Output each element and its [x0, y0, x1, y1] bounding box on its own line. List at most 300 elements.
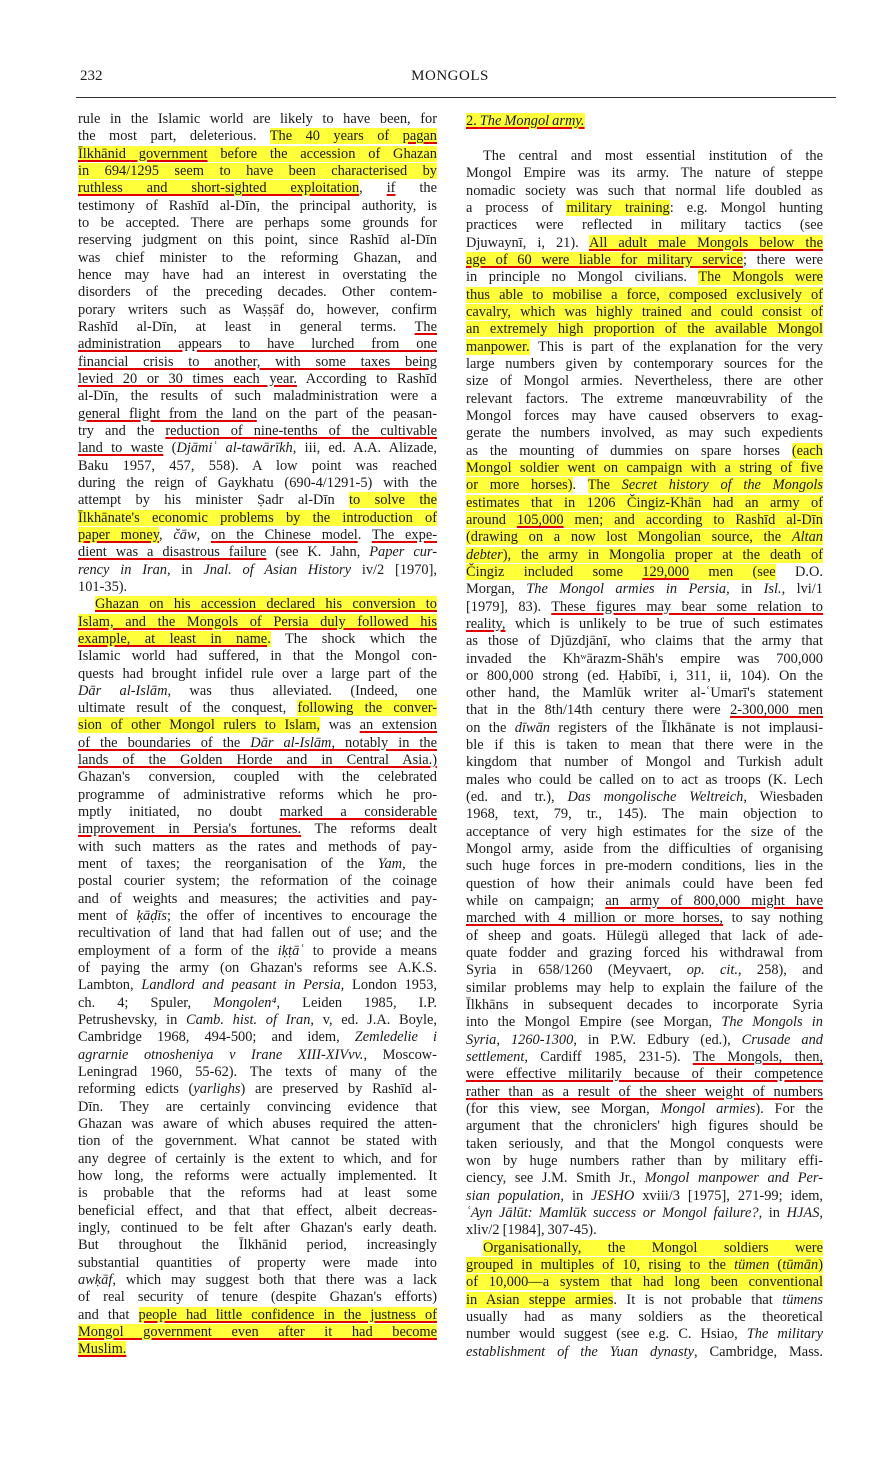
text-line — [466, 581, 823, 598]
text-line — [466, 391, 823, 408]
text-line — [466, 148, 823, 165]
highlighted-text: men; and according to Rashīd al-Dīn — [563, 511, 823, 528]
text-line — [466, 304, 823, 321]
text-run: The central and most essential institution of the — [483, 147, 823, 164]
italic-text: ʿAyn Jālūt: Mamlūk success or Mongol failure? — [466, 1205, 759, 1221]
text-run: argument that the chroniclers' high figures should be — [466, 1118, 823, 1135]
text-run: Leningrad 1960, 55-62). The texts of many of the — [78, 1064, 437, 1081]
text-line — [78, 406, 437, 423]
text-run: , in P.W. Edbury (ed.), — [573, 1031, 742, 1048]
italic-text: Djāmiʿ al-tawārīkh — [176, 440, 293, 457]
text-run: , in — [758, 1205, 787, 1221]
underlined-text: financial crisis to another, with some taxes being — [78, 353, 437, 370]
text-line — [466, 928, 823, 945]
text-run: quests had brought infidel rule over a large part of the — [78, 665, 437, 682]
highlighted-text: Mongol government even after it had become — [78, 1323, 437, 1340]
text-run: , lvi/1 — [781, 581, 823, 598]
underlined-text: of the boundaries of the — [78, 734, 251, 751]
text-line — [466, 252, 823, 269]
highlighted-text: debter — [466, 546, 503, 563]
underlined-text: The — [414, 318, 437, 335]
text-line — [466, 217, 823, 234]
highlighted-text: ), the army in Mongolia proper at the death of — [502, 546, 823, 563]
italic-text: The Mongols in — [721, 1014, 823, 1031]
left-column — [78, 111, 437, 1359]
text-line — [78, 1220, 437, 1237]
text-run: invaded the Khʷārazm-Shāh's empire was 700,000 — [466, 650, 823, 667]
text-run: registers of the Īlkhānate is not implausi- — [549, 719, 823, 736]
text-line — [466, 1240, 823, 1257]
text-line — [466, 633, 823, 650]
italic-text: rency in Iran — [78, 561, 167, 578]
italic-text: iḳṭāʿ — [277, 942, 305, 959]
underlined-text: on the Chinese model — [211, 526, 358, 543]
highlighted-text: estimates that in 1206 Čingiz-Khān had an army of — [466, 494, 823, 511]
text-run: acceptance of very high estimates for the size of the — [466, 823, 823, 840]
text-line — [466, 339, 823, 356]
text-line — [78, 1047, 437, 1064]
underlined-text: marked a considerable — [279, 804, 437, 821]
text-line — [466, 495, 823, 512]
italic-text: Camb. hist. of Iran — [186, 1012, 311, 1029]
highlighted-text: in 694/1295 seem to have been characterised by — [78, 162, 437, 179]
text-line — [78, 683, 437, 700]
text-run: and of weights and measures; the activities and pay- — [78, 890, 437, 907]
header-rule — [76, 97, 836, 98]
text-run: According to Rashīd — [296, 370, 437, 387]
text-run: ble if this is taken to mean that there were in the — [466, 737, 823, 754]
italic-text: Isl. — [763, 581, 782, 598]
text-run: , Wiesbaden — [743, 789, 824, 806]
highlighted-text: military training — [566, 199, 670, 216]
text-line — [78, 1064, 437, 1081]
text-line — [466, 1292, 823, 1309]
text-run: xviii/3 [1975], 271-99; idem, — [634, 1187, 823, 1204]
text-line — [466, 616, 823, 633]
right-column — [466, 113, 823, 1361]
text-line — [78, 856, 437, 873]
highlighted-text: Muslim. — [78, 1341, 127, 1358]
underlined-text: levied 20 or 30 times each year. — [78, 370, 297, 387]
text-line — [78, 423, 437, 440]
text-line — [78, 371, 437, 388]
text-line — [78, 752, 437, 769]
text-run: ment of taxes; the reorganisation of the — [78, 856, 378, 873]
text-run: into the Mongol Empire (see Morgan, — [466, 1014, 722, 1031]
text-line — [78, 631, 437, 648]
underlined-text: administration appears to have lurched from one — [78, 336, 437, 353]
text-run: 101-35). — [78, 578, 128, 595]
text-run: relevant factors. The extreme manœuvrability of the — [466, 390, 823, 407]
highlighted-text: grouped in multiples of 10, rising to the — [466, 1256, 735, 1273]
italic-text: Das mongolische Weltreich — [567, 789, 744, 806]
text-run: of sheep and goats. Hülegü alleged that lack of ade- — [466, 927, 823, 944]
italic-text: Mongol armies — [660, 1101, 756, 1118]
text-line — [78, 804, 437, 821]
highlighted-text: All adult male Mongols below the — [588, 234, 823, 251]
text-run: Ghazan's conversion, coupled with the celebrated — [78, 769, 437, 786]
italic-text: tümens — [782, 1291, 823, 1308]
highlighted-text: Altan — [791, 529, 823, 546]
section-heading — [466, 113, 823, 130]
highlighted-text: (drawing on a now lost Mongolian source, the — [466, 529, 792, 546]
text-run: , iii, ed. A.A. Alizade, — [292, 440, 438, 457]
underlined-text: reduction of nine-tenths of the cultivable — [165, 422, 437, 439]
text-run: Cambridge 1968, 494-500; and idem, — [78, 1029, 355, 1046]
text-line — [78, 1237, 437, 1254]
text-line — [78, 232, 437, 249]
text-run: mptly initiated, no doubt — [78, 804, 280, 821]
text-run: . — [572, 477, 588, 494]
text-run: , — [359, 180, 387, 197]
underlined-text: dient was a disastrous failure — [78, 544, 267, 561]
text-line — [466, 772, 823, 789]
text-line — [466, 547, 823, 564]
text-line — [466, 373, 823, 390]
text-line — [466, 408, 823, 425]
highlighted-text: example, at least in name — [78, 630, 268, 647]
text-line — [78, 215, 437, 232]
text-line — [466, 789, 823, 806]
text-line — [466, 165, 823, 182]
text-run: other hand, the Mamlūk writer al-ʿUmarī's statement — [466, 685, 823, 702]
text-run: , — [196, 526, 211, 543]
text-run: postal courier system; the reformation of the coinage — [78, 873, 437, 890]
text-run: D.O. — [775, 563, 823, 580]
text-run: and that — [78, 1306, 139, 1323]
text-run: Rashīd al-Dīn, at least in general terms. — [78, 318, 415, 335]
text-run: large numbers given by contemporary sources for the — [466, 355, 823, 372]
text-run: any degree of certainly is the extent to which, and for — [78, 1150, 437, 1167]
text-run: question of how their animals could have been fed — [466, 875, 823, 892]
text-line — [466, 200, 823, 217]
text-run: ). For the — [755, 1101, 823, 1118]
underlined-text: The expe- — [371, 526, 437, 543]
text-line — [78, 995, 437, 1012]
text-run: Islamic world had suffered, in that the Mongol con- — [78, 648, 437, 665]
underlined-text: were effective militarily because of their competence — [466, 1066, 823, 1083]
text-line — [78, 250, 437, 267]
text-run: recultivation of land that had fallen out of use; and the — [78, 925, 437, 942]
text-line — [78, 180, 437, 197]
italic-text: Paper cur- — [369, 544, 438, 561]
text-run: , 258), and — [738, 962, 823, 979]
text-line — [78, 666, 437, 683]
text-line — [78, 440, 437, 457]
highlighted-text: The 40 years of — [269, 128, 403, 145]
highlighted-text: people had little confidence in the justness of — [138, 1306, 437, 1323]
text-line — [466, 806, 823, 823]
highlighted-text: Īlkhānate's economic problems by the introduction of — [78, 509, 437, 526]
text-run: : e.g. Mongol hunting — [669, 199, 823, 216]
text-run: was chief minister to the reforming Ghazan, and — [78, 249, 437, 266]
text-line — [466, 1032, 823, 1049]
italic-text: agrarnie otnosheniya v Irane XIII-XIVvv. — [78, 1046, 364, 1063]
text-run: gerate the numbers involved, as may such expedients — [466, 425, 823, 442]
underlined-text: an extension — [359, 717, 437, 734]
text-line — [466, 1136, 823, 1153]
text-line — [466, 1188, 823, 1205]
text-line — [466, 529, 823, 546]
text-run: try and the — [78, 422, 166, 439]
underlined-text: These figures may bear some relation to — [551, 598, 823, 615]
text-run: porary writers such as Waṣṣāf do, however, confirm — [78, 301, 437, 318]
text-run: the — [395, 180, 437, 197]
text-run: Lambton, — [78, 977, 142, 994]
underlined-text: land to waste — [78, 440, 164, 457]
highlighted-text: The Mongols were — [698, 269, 824, 286]
text-line — [78, 821, 437, 838]
text-line — [78, 1029, 437, 1046]
text-line — [78, 544, 437, 561]
text-line — [78, 1324, 437, 1341]
highlighted-text: age of 60 were liable for military service — [466, 251, 743, 268]
text-line — [78, 1116, 437, 1133]
text-line — [466, 737, 823, 754]
highlighted-text: tūmān — [782, 1256, 819, 1273]
text-run: ingly, continued to be felt after Ghazan's early death. — [78, 1220, 437, 1236]
text-line — [466, 876, 823, 893]
highlighted-text: 2. — [466, 113, 480, 129]
highlighted-text: 129,000 — [642, 563, 690, 580]
text-line — [78, 839, 437, 856]
text-run: Baku 1957, 457, 558). A low point was reached — [78, 457, 437, 474]
text-line — [466, 720, 823, 737]
text-run: , the — [402, 856, 437, 873]
underlined-text: marched with 4 million or more horses, — [466, 910, 724, 927]
text-run: Mongol Empire was its army. The nature of steppe — [466, 165, 823, 182]
italic-text: Dār al-Islām — [78, 682, 168, 699]
underlined-text: The Mongols, then, — [692, 1049, 824, 1066]
italic-text: The military — [746, 1326, 824, 1343]
text-line — [466, 512, 823, 529]
text-run: iv/2 [1970], — [351, 561, 437, 578]
text-line — [78, 960, 437, 977]
text-run: The reforms dealt — [301, 821, 437, 838]
highlighted-text: thus able to mobilise a force, composed exclusively of — [466, 286, 823, 303]
underlined-text: improvement in Persia's fortunes. — [78, 821, 302, 838]
highlighted-text: to solve the — [349, 492, 437, 509]
highlighted-text: ) — [818, 1256, 823, 1273]
text-line — [466, 910, 823, 927]
highlighted-text: following the conver- — [297, 700, 438, 717]
text-line — [466, 997, 823, 1014]
text-run: won by huge numbers rather than by military effi- — [466, 1153, 823, 1170]
text-line — [466, 1066, 823, 1083]
text-run: employment of a form of the — [78, 942, 278, 959]
text-run: . It is not probable that — [613, 1291, 783, 1308]
text-line — [78, 198, 437, 215]
text-line — [78, 284, 437, 301]
text-line — [78, 943, 437, 960]
text-run: , Moscow- — [363, 1046, 437, 1063]
text-line — [466, 460, 823, 477]
text-line — [78, 510, 437, 527]
text-line — [466, 1084, 823, 1101]
highlighted-text: around — [466, 511, 517, 528]
text-run: substantial quantities of property were made into — [78, 1254, 437, 1271]
text-run: , v, ed. J.A. Boyle, — [310, 1012, 437, 1029]
text-line — [78, 579, 437, 596]
text-run: Dīn. They are certainly convincing evidence that — [78, 1098, 437, 1115]
text-line — [78, 873, 437, 890]
text-line — [78, 163, 437, 180]
text-run: Syria in 658/1260 (Meyvaert, — [466, 962, 687, 979]
text-run: Mongol forces may have caused observers to exag- — [466, 407, 823, 424]
highlighted-text: ( — [769, 1256, 783, 1273]
highlighted-text: Secret history of the Mongols — [621, 477, 823, 494]
text-line — [466, 1101, 823, 1118]
text-line — [78, 562, 437, 579]
underlined-text: if — [386, 180, 396, 197]
text-line — [466, 1344, 823, 1361]
text-line — [466, 754, 823, 771]
underlined-text: lands of the Golden Horde and in Central Asia.) — [78, 752, 437, 769]
underlined-text: rather than as a result of the sheer weight of numbers — [466, 1083, 823, 1100]
text-run: as the mounting of dummies on spare horses — [466, 442, 792, 459]
text-line — [466, 1274, 823, 1291]
text-run: This is part of the explanation for the very — [529, 338, 823, 355]
text-run: Petrushevsky, in — [78, 1012, 186, 1029]
text-run: on the — [466, 719, 515, 736]
highlighted-text: tümen — [734, 1256, 770, 1273]
text-line — [78, 1341, 437, 1358]
text-line — [78, 648, 437, 665]
text-run: beneficial effect, and that that effect, albeit decreas- — [78, 1202, 437, 1219]
italic-text: Crusade and — [741, 1031, 824, 1048]
italic-text: HJAS — [786, 1205, 820, 1221]
text-line — [466, 651, 823, 668]
text-run: to say nothing — [723, 910, 824, 927]
highlighted-text: Ghazan on his accession declared his conversion to — [95, 596, 437, 613]
text-run: , was thus alleviated. (Indeed, one — [167, 682, 437, 699]
italic-text: Jnal. of Asian History — [203, 561, 352, 578]
italic-text: JESHO — [591, 1187, 635, 1204]
italic-text: yarlighs — [193, 1081, 241, 1098]
text-run: , Cardiff 1985, 231-5). — [524, 1049, 693, 1066]
italic-text: čāw — [173, 526, 197, 543]
text-line — [466, 235, 823, 252]
text-line — [78, 908, 437, 925]
text-run: ultimate result of the conquest, — [78, 700, 298, 717]
text-run: . — [357, 526, 372, 543]
text-line — [78, 1255, 437, 1272]
text-run: ch. 4; Spuler, — [78, 994, 214, 1011]
text-run: is probable that the reforms had at least some — [78, 1185, 437, 1202]
text-run: was — [320, 717, 360, 734]
highlighted-text: of 10,000—a system that had long been conventional — [466, 1274, 823, 1291]
text-line — [78, 614, 437, 631]
underlined-text: an army of 800,000 might have — [605, 893, 823, 910]
text-line — [78, 596, 437, 613]
text-run: (for this view, see Morgan, — [466, 1101, 661, 1118]
text-run: nomadic society was such that normal life doubled as — [466, 182, 823, 199]
text-run: , which may suggest both that there was a lack — [112, 1271, 437, 1288]
highlighted-text: an extremely high proportion of the available Mongol — [466, 321, 823, 338]
highlighted-text: cavalry, which was highly trained and could consist of — [466, 303, 823, 320]
text-line — [466, 287, 823, 304]
text-line — [466, 425, 823, 442]
highlighted-text: pagan — [402, 128, 437, 145]
text-run: testimony of Rashīd al-Dīn, the principal authority, is — [78, 197, 437, 214]
text-line — [78, 267, 437, 284]
text-line — [466, 1014, 823, 1031]
text-line — [466, 269, 823, 286]
page-number: 232 — [80, 68, 103, 84]
text-run: disorders of the preceding decades. Other contem- — [78, 284, 437, 301]
text-line — [78, 1012, 437, 1029]
highlighted-text: . — [267, 630, 271, 647]
text-line — [466, 564, 823, 581]
text-run: with such matters as the rates and methods of pay- — [78, 838, 437, 855]
text-line — [78, 302, 437, 319]
text-line — [466, 685, 823, 702]
italic-text: Yam — [377, 856, 403, 873]
highlighted-text: paper money — [78, 526, 159, 543]
text-run: (see K. Jahn, — [266, 544, 370, 561]
text-line — [466, 1257, 823, 1274]
text-run: in principle no Mongol civilians. — [466, 269, 699, 286]
text-run: Djuwaynī, i, 21). — [466, 234, 589, 251]
text-line — [466, 893, 823, 910]
text-run: that in the 8th/14th century there were — [466, 702, 731, 719]
text-run: tion of the government. What cannot be stated with — [78, 1133, 437, 1150]
text-run: , Leiden 1985, I.P. — [276, 994, 437, 1011]
italic-text: settlement — [466, 1049, 525, 1066]
highlighted-text: 105,000 — [516, 511, 564, 528]
highlighted-text: ruthless and short-sighted exploitation — [78, 180, 360, 197]
italic-text: Mongol manpower and Per- — [644, 1170, 823, 1187]
text-run: number would suggest (see e.g. C. Hsiao, — [466, 1326, 747, 1343]
highlighted-text: The — [587, 477, 622, 494]
text-run: practices were reflected in military tactics (see — [466, 217, 823, 234]
text-run: , London 1953, — [340, 977, 437, 994]
underlined-text: , notably in the — [331, 734, 437, 751]
highlighted-text: men (see — [689, 563, 776, 580]
text-line — [466, 1118, 823, 1135]
italic-text: The Mongol armies in Persia — [526, 581, 727, 598]
blank-line — [466, 130, 823, 148]
text-run: Morgan, — [466, 581, 527, 598]
text-run: kingdom that number of Mongol and Turkish adult — [466, 754, 823, 771]
text-run: during the reign of Gaykhatu (690-4/1291-5) with the — [78, 474, 437, 491]
text-run: as those of Djūzdjānī, who claims that the army that — [466, 633, 823, 650]
highlighted-text: Čingiz included some — [466, 563, 643, 580]
italic-text: Mongolen⁴ — [213, 994, 277, 1011]
italic-text: Zemledelie i — [354, 1029, 437, 1046]
highlighted-text: Īlkhānid government — [78, 145, 208, 162]
text-line — [466, 702, 823, 719]
text-line — [466, 477, 823, 494]
text-line — [466, 858, 823, 875]
text-run: reserving judgment on this point, since Rashīd al-Dīn — [78, 232, 437, 249]
text-line — [466, 945, 823, 962]
text-run: of real security of tenure (despite Ghazan's efforts) — [78, 1289, 437, 1306]
text-run: [1979], 83). — [466, 598, 552, 615]
text-run: similar problems may help to explain the failure of the — [466, 979, 823, 996]
text-run: ( — [163, 440, 177, 457]
text-line — [466, 980, 823, 997]
italic-text: Landlord and peasant in Persia — [141, 977, 341, 994]
text-line — [466, 1153, 823, 1170]
highlighted-text: sion of other Mongol rulers to Islam, — [78, 717, 321, 734]
text-line — [78, 891, 437, 908]
text-line — [78, 1272, 437, 1289]
text-line — [78, 769, 437, 786]
text-run: a process of — [466, 199, 567, 216]
text-line — [78, 111, 437, 128]
highlighted-text: manpower. — [466, 338, 530, 355]
